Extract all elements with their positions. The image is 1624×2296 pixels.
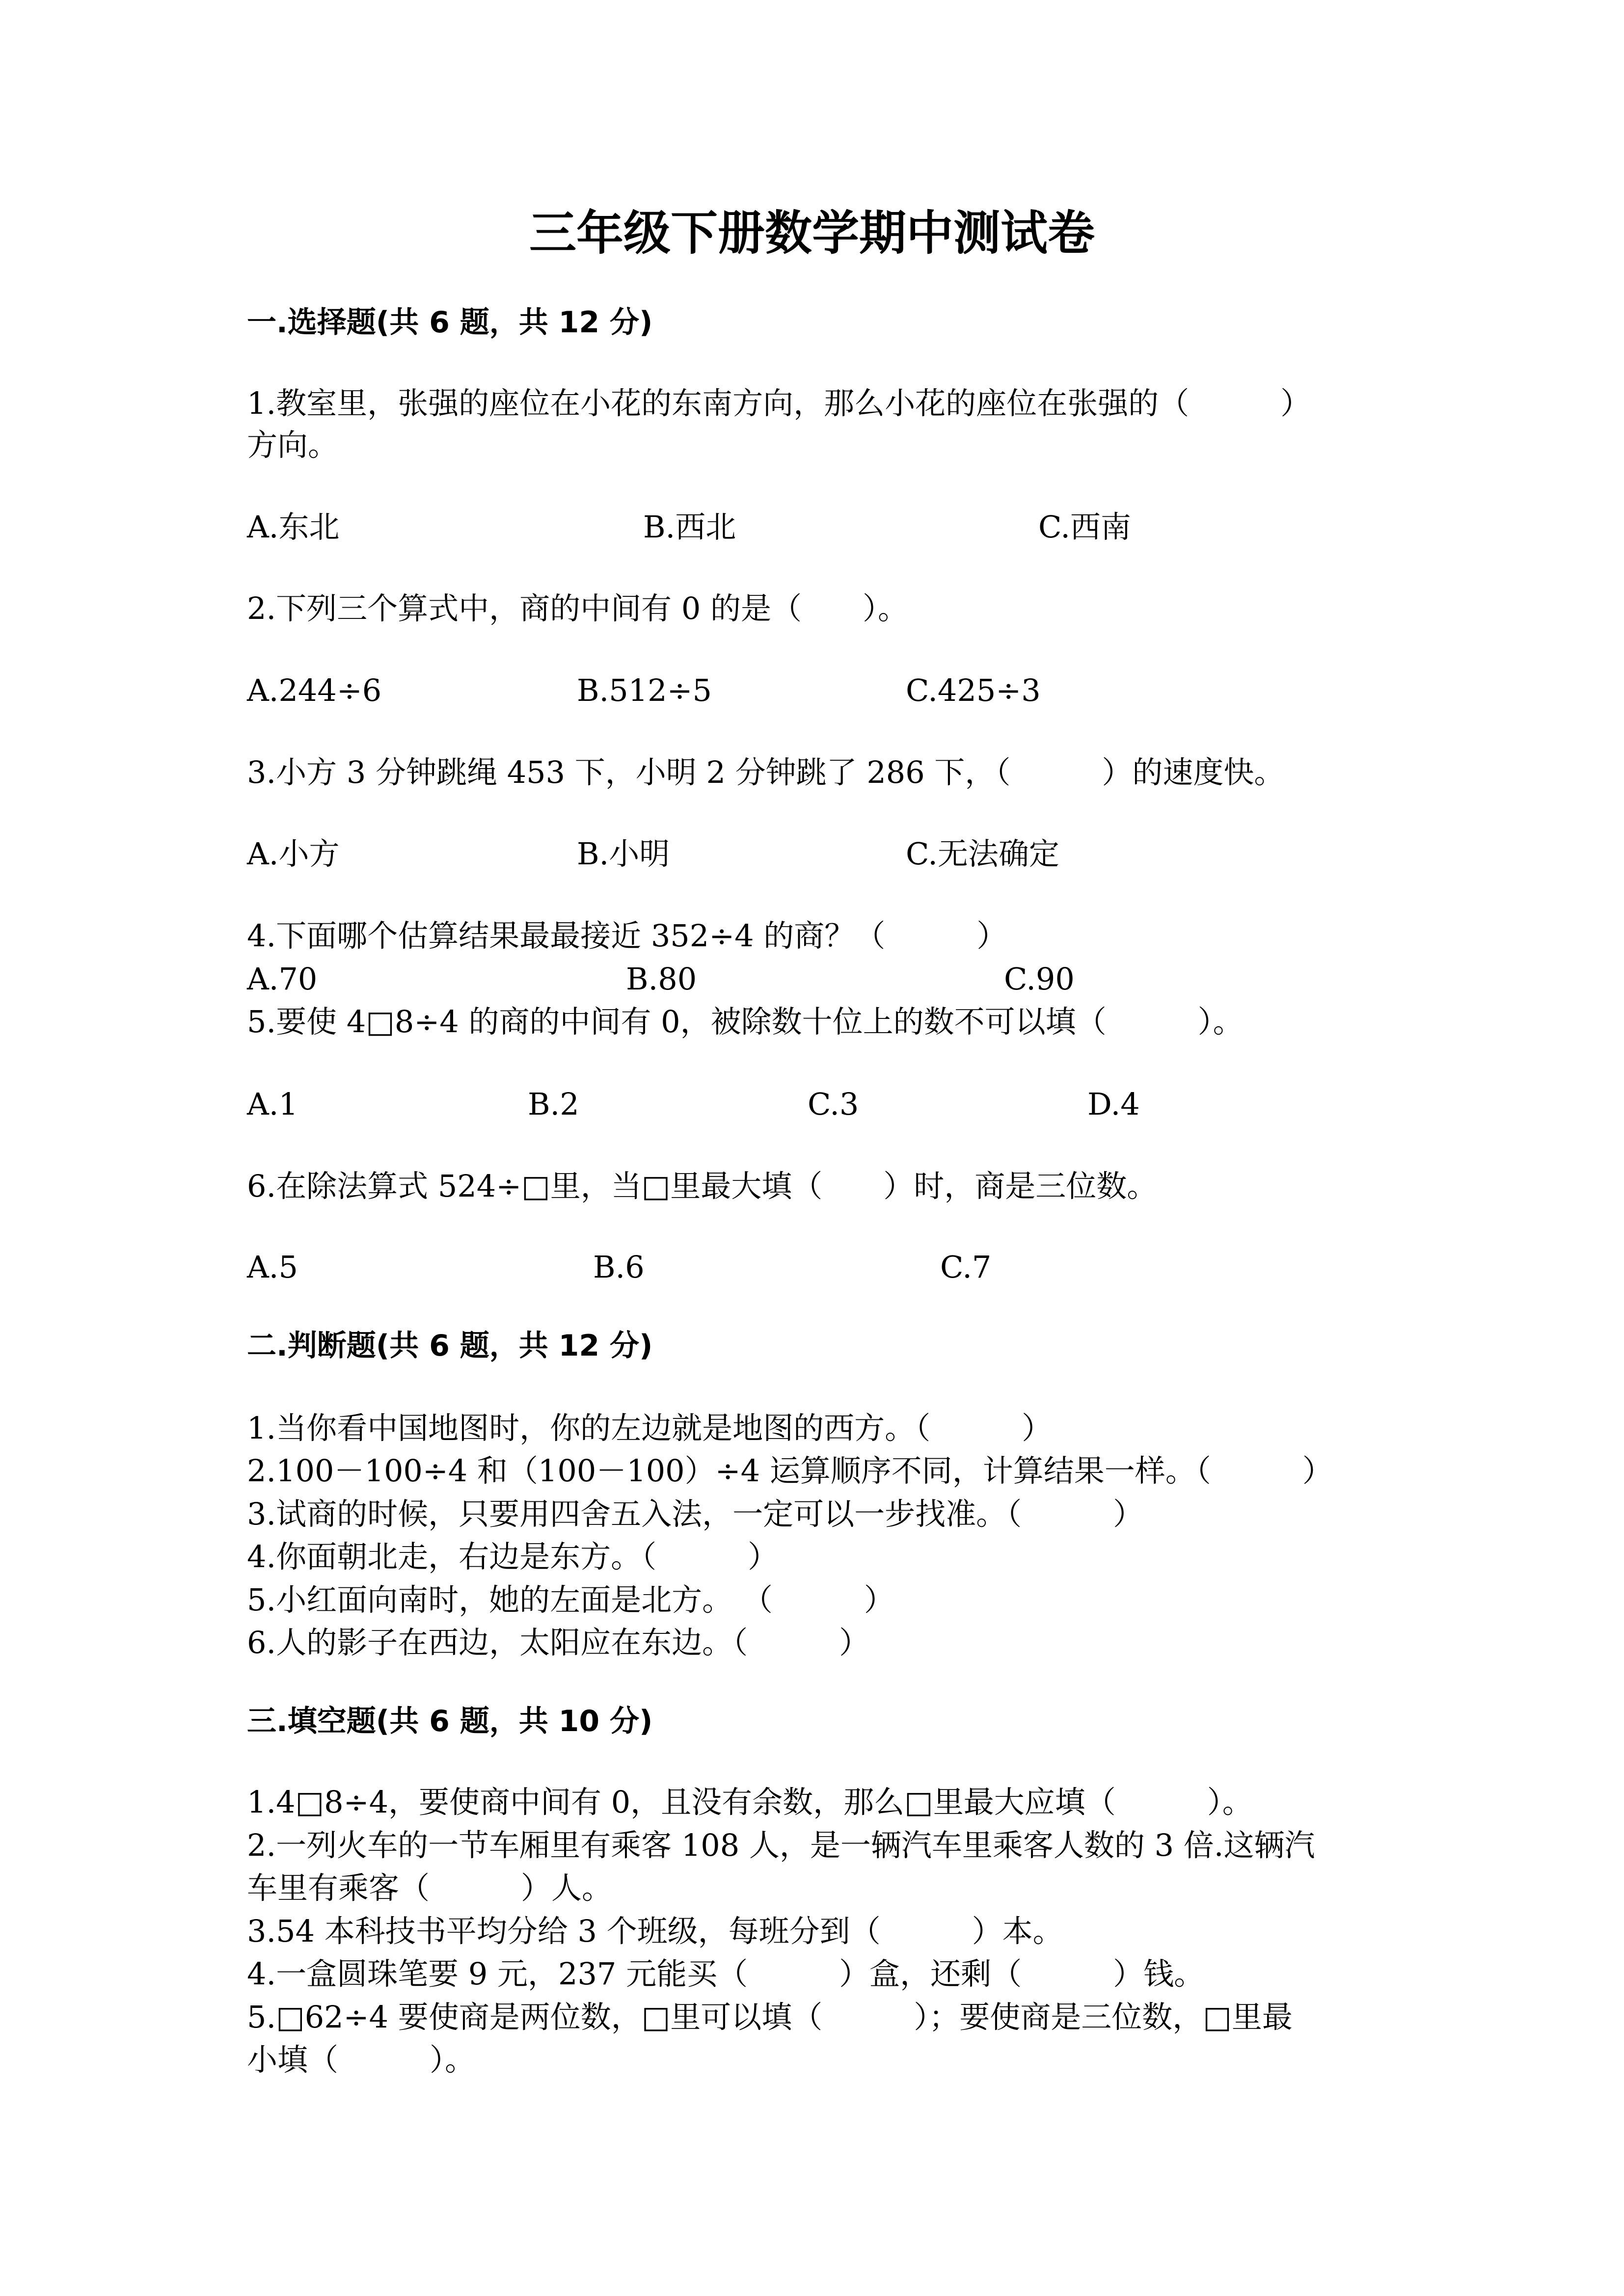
choice-q2-option-c: C.425÷3 bbox=[906, 672, 1041, 708]
section-heading-fill: 三.填空题(共 6 题，共 10 分) bbox=[247, 1704, 653, 1738]
judgment-item-4: 4.你面朝北走，右边是东方。（ ） bbox=[247, 1539, 779, 1575]
fill-line-1: 1.4□8÷4，要使商中间有 0，且没有余数，那么□里最大应填（ ）。 bbox=[247, 1784, 1253, 1820]
choice-q4-option-c: C.90 bbox=[1004, 961, 1075, 997]
choice-q5-line1: 5.要使 4□8÷4 的商的中间有 0，被除数十位上的数不可以填（ ）。 bbox=[247, 1004, 1244, 1040]
choice-q3-option-c: C.无法确定 bbox=[906, 836, 1059, 872]
fill-line-6: 5.□62÷4 要使商是两位数，□里可以填（ ）；要使商是三位数，□里最 bbox=[247, 1999, 1293, 2035]
section-heading-choice: 一.选择题(共 6 题，共 12 分) bbox=[247, 305, 653, 340]
choice-q1-option-b: B.西北 bbox=[643, 509, 736, 545]
choice-q1-option-a: A.东北 bbox=[247, 509, 340, 545]
choice-q4-option-b: B.80 bbox=[626, 961, 697, 997]
choice-q2-option-a: A.244÷6 bbox=[247, 672, 382, 708]
choice-q6-option-c: C.7 bbox=[940, 1249, 992, 1285]
choice-q1-option-c: C.西南 bbox=[1038, 509, 1131, 545]
fill-line-2: 2.一列火车的一节车厢里有乘客 108 人，是一辆汽车里乘客人数的 3 倍.这辆汽 bbox=[247, 1827, 1315, 1863]
choice-q1-line2: 方向。 bbox=[247, 427, 339, 463]
choice-q6-option-a: A.5 bbox=[247, 1249, 298, 1285]
choice-q5-option-b: B.2 bbox=[528, 1086, 579, 1122]
choice-q4-line1: 4.下面哪个估算结果最最接近 352÷4 的商？（ ） bbox=[247, 918, 1007, 954]
choice-q2-option-b: B.512÷5 bbox=[577, 672, 712, 708]
fill-line-5: 4.一盒圆珠笔要 9 元，237 元能买（ ）盒，还剩（ ）钱。 bbox=[247, 1956, 1205, 1992]
choice-q5-option-d: D.4 bbox=[1087, 1086, 1140, 1122]
judgment-item-3: 3.试商的时候，只要用四舍五入法，一定可以一步找准。（ ） bbox=[247, 1496, 1144, 1532]
judgment-item-6: 6.人的影子在西边，太阳应在东边。（ ） bbox=[247, 1625, 870, 1660]
judgment-item-5: 5.小红面向南时，她的左面是北方。 （ ） bbox=[247, 1582, 894, 1618]
choice-q1-line1: 1.教室里，张强的座位在小花的东南方向，那么小花的座位在张强的（ ） bbox=[247, 385, 1311, 421]
fill-line-4: 3.54 本科技书平均分给 3 个班级，每班分到（ ）本。 bbox=[247, 1913, 1063, 1949]
judgment-item-1: 1.当你看中国地图时，你的左边就是地图的西方。（ ） bbox=[247, 1410, 1053, 1446]
judgment-item-2: 2.100－100÷4 和（100－100）÷4 运算顺序不同，计算结果一样。（ ） bbox=[247, 1453, 1333, 1489]
choice-q3-option-a: A.小方 bbox=[247, 836, 340, 872]
fill-line-7: 小填（ ）。 bbox=[247, 2042, 476, 2078]
choice-q4-option-a: A.70 bbox=[247, 961, 318, 997]
choice-q3-option-b: B.小明 bbox=[577, 836, 670, 872]
section-heading-judgment: 二.判断题(共 6 题，共 12 分) bbox=[247, 1329, 653, 1363]
fill-line-3: 车里有乘客（ ）人。 bbox=[247, 1870, 613, 1906]
choice-q6-line1: 6.在除法算式 524÷□里，当□里最大填（ ）时，商是三位数。 bbox=[247, 1168, 1158, 1204]
choice-q2-line1: 2.下列三个算式中，商的中间有 0 的是（ ）。 bbox=[247, 590, 909, 626]
choice-q6-option-b: B.6 bbox=[593, 1249, 645, 1285]
choice-q5-option-a: A.1 bbox=[247, 1086, 298, 1122]
exam-title: 三年级下册数学期中测试卷 bbox=[529, 205, 1095, 261]
choice-q3-line1: 3.小方 3 分钟跳绳 453 下，小明 2 分钟跳了 286 下，（ ）的速度快。 bbox=[247, 754, 1285, 790]
choice-q5-option-c: C.3 bbox=[808, 1086, 859, 1122]
